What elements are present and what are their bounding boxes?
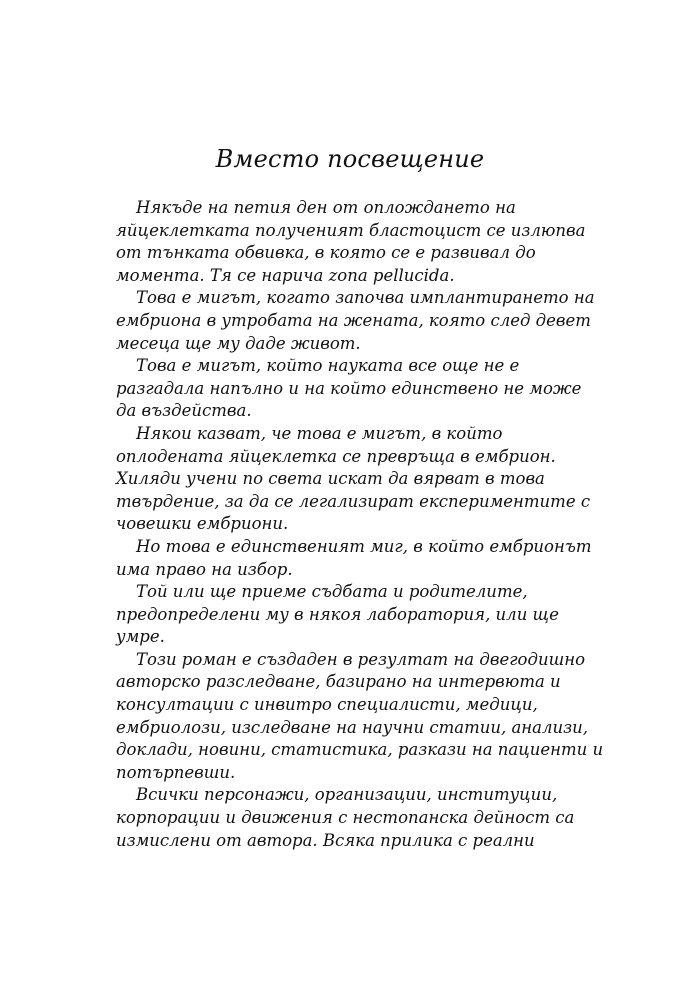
text-line: предопределени му в някоя лаборатория, или ще xyxy=(116,604,559,624)
text-line: от тънката обвивка, в която се е развивал до xyxy=(116,243,536,263)
text-line: умре. xyxy=(116,627,165,647)
text-line: Всички персонажи, организации, институции, xyxy=(136,785,558,805)
text-line: яйцеклетката полученият бластоцист се излюпва xyxy=(116,220,586,240)
text-line: оплодената яйцеклетка се превръща в ембрион. xyxy=(116,446,556,466)
text-line: твърдение, за да се легализират експериментите с xyxy=(116,491,591,511)
text-line: има право на избор. xyxy=(116,559,293,579)
text-line: разгадала напълно и на който единствено не може xyxy=(116,378,582,398)
text-line: месеца ще му даде живот. xyxy=(116,333,361,353)
text-line: момента. Тя се нарича zona pellucida. xyxy=(116,265,455,285)
text-line: Това е мигът, който науката все още не е xyxy=(136,356,520,376)
body-text xyxy=(116,197,604,852)
text-line: корпорации и движения с нестопанска дейност са xyxy=(116,808,575,828)
page-title: Вместо посвещение xyxy=(215,145,485,173)
text-line: Някъде на петия ден от оплождането на xyxy=(136,198,516,217)
text-line: човешки ембриони. xyxy=(116,514,289,534)
text-line: авторско разследване, базирано на интервюта и xyxy=(116,672,561,692)
text-line: доклади, новини, статистика, разкази на пациенти и xyxy=(116,740,604,760)
text-line: Но това е единственият миг, в който ембрионът xyxy=(136,536,592,556)
text-line: потърпевши. xyxy=(116,762,236,782)
text-line: измислени от автора. Всяка прилика с реални xyxy=(116,830,535,850)
text-line: Някои казват, че това е мигът, в който xyxy=(136,423,503,443)
text-line: ембриона в утробата на жената, която след девет xyxy=(116,310,591,330)
text-line: да въздейства. xyxy=(116,401,252,421)
text-line: ембриолози, изследване на научни статии, анализи, xyxy=(116,717,588,737)
text-line: Хиляди учени по света искат да вярват в това xyxy=(116,469,545,489)
text-line: Той или ще приеме съдбата и родителите, xyxy=(136,582,528,602)
text-line: консултации с инвитро специалисти, медици, xyxy=(116,695,538,715)
text-line: Този роман е създаден в резултат на двегодишно xyxy=(136,649,586,669)
text-line: Това е мигът, когато започва имплантирането на xyxy=(136,288,595,308)
